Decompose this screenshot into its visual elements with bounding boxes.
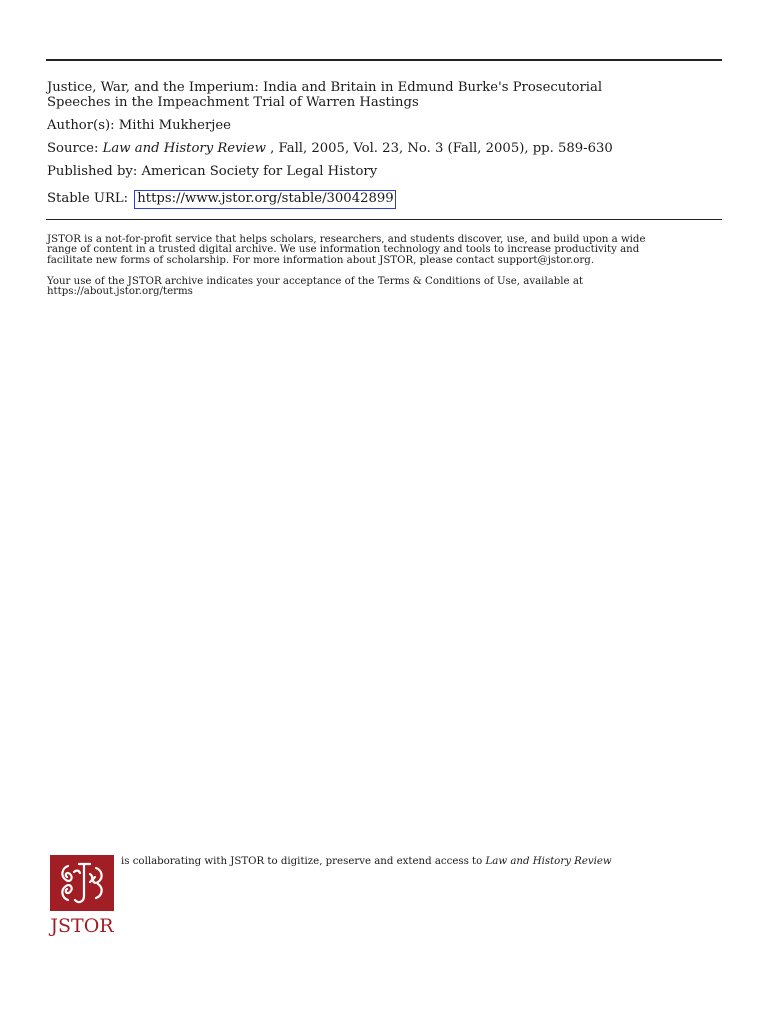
divider-rule [46,219,722,220]
source-label: Source: [47,141,103,156]
jstor-notice-line: range of content in a trusted digital archive. We use information technology and tools to increase productivity and [47,244,640,256]
jstor-notice-line: JSTOR is a not-for-profit service that helps scholars, researchers, and students discover, use, and build upon a wide [47,234,646,245]
stable-url-link[interactable]: https://www.jstor.org/stable/30042899 [134,190,395,209]
jstor-notice [47,235,727,266]
collaboration-text: is collaborating with JSTOR to digitize, preserve and extend access to [121,856,486,867]
source-line [47,141,613,157]
article-title-line-2: Speeches in the Impeachment Trial of Warren Hastings [47,94,419,110]
jstor-wordmark: JSTOR [50,915,114,937]
publisher-value: American Society for Legal History [141,164,378,179]
terms-notice-line: Your use of the JSTOR archive indicates your acceptance of the Terms & Conditions of Use, available at [47,276,583,287]
publisher-line [47,164,377,180]
article-title-line-1: Justice, War, and the Imperium: India and Britain in Edmund Burke's Prosecutorial [47,80,603,95]
source-details: , Fall, 2005, Vol. 23, No. 3 (Fall, 2005), pp. 589-630 [265,141,613,156]
terms-notice [47,277,727,298]
jstor-logo [49,855,115,937]
source-journal: Law and History Review [102,141,266,156]
article-title [47,81,602,110]
collaboration-journal: Law and History Review [485,856,612,867]
authors-line [47,118,231,134]
stable-url-label: Stable URL: [47,191,133,206]
jstor-emblem-icon [50,855,114,911]
jstor-notice-line: facilitate new forms of scholarship. For more information about JSTOR, please contact support@jstor.org. [47,254,595,266]
authors-label: Author(s): [47,118,119,133]
authors-value: Mithi Mukherjee [118,118,231,133]
stable-url-line [47,190,396,209]
jstor-emblem-graphic [54,858,110,908]
collaboration-statement [121,856,612,868]
top-rule [46,59,722,61]
publisher-label: Published by: [47,164,142,179]
terms-url-link[interactable]: https://about.jstor.org/terms [47,286,193,298]
